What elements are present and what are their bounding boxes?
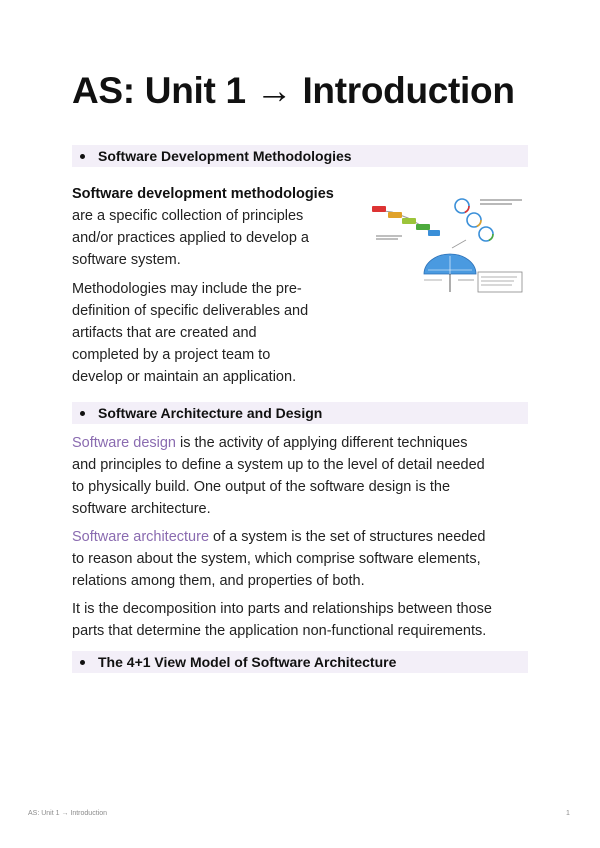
- bullet-icon: [80, 154, 85, 159]
- decomposition-paragraph: [72, 598, 542, 642]
- bullet-icon: [80, 411, 85, 416]
- text-line: to physically build. One output of the software design is the: [72, 479, 451, 495]
- bullet-icon: [80, 660, 85, 665]
- text-line: of a system is the set of structures needed: [209, 529, 486, 545]
- text-line: Methodologies may include the pre-: [72, 281, 302, 297]
- term-software-design: Software design: [72, 435, 176, 451]
- page-title: AS: Unit 1 → Introduction: [72, 70, 515, 111]
- text-line: to reason about the system, which comprise software elements,: [72, 551, 481, 567]
- section-heading: Software Development Methodologies: [98, 148, 352, 164]
- text-line: is the activity of applying different techniques: [175, 435, 468, 451]
- architecture-paragraph: [72, 526, 542, 592]
- text-line: completed by a project team to: [72, 347, 271, 363]
- design-paragraph: [72, 432, 542, 520]
- methodologies-definition: [72, 183, 357, 271]
- section-callout-4plus1: [72, 651, 528, 673]
- text-line: develop or maintain an application.: [72, 369, 297, 385]
- page-number: 1: [566, 810, 570, 817]
- methodologies-paragraph: [72, 278, 357, 388]
- text-line: It is the decomposition into parts and relationships between those: [72, 601, 492, 617]
- section-callout-methodologies: [72, 145, 528, 167]
- text-line: software architecture.: [72, 501, 211, 517]
- footer-title: AS: Unit 1 → Introduction: [28, 810, 107, 817]
- text-line: software system.: [72, 252, 181, 268]
- term-software-architecture: Software architecture: [72, 529, 210, 545]
- text-line: artifacts that are created and: [72, 325, 257, 341]
- text-line: are a specific collection of principles: [72, 208, 304, 224]
- text-line: definition of specific deliverables and: [72, 303, 309, 319]
- methodology-diagram-image: [362, 192, 532, 298]
- text-line: parts that determine the application non-functional requirements.: [72, 623, 487, 639]
- section-heading: The 4+1 View Model of Software Architecture: [98, 654, 397, 670]
- term-methodologies: Software development methodologies: [72, 186, 334, 202]
- section-heading: Software Architecture and Design: [98, 405, 323, 421]
- text-line: and/or practices applied to develop a: [72, 230, 309, 246]
- text-line: and principles to define a system up to the level of detail needed: [72, 457, 485, 473]
- text-line: relations among them, and properties of both.: [72, 573, 365, 589]
- section-callout-architecture: [72, 402, 528, 424]
